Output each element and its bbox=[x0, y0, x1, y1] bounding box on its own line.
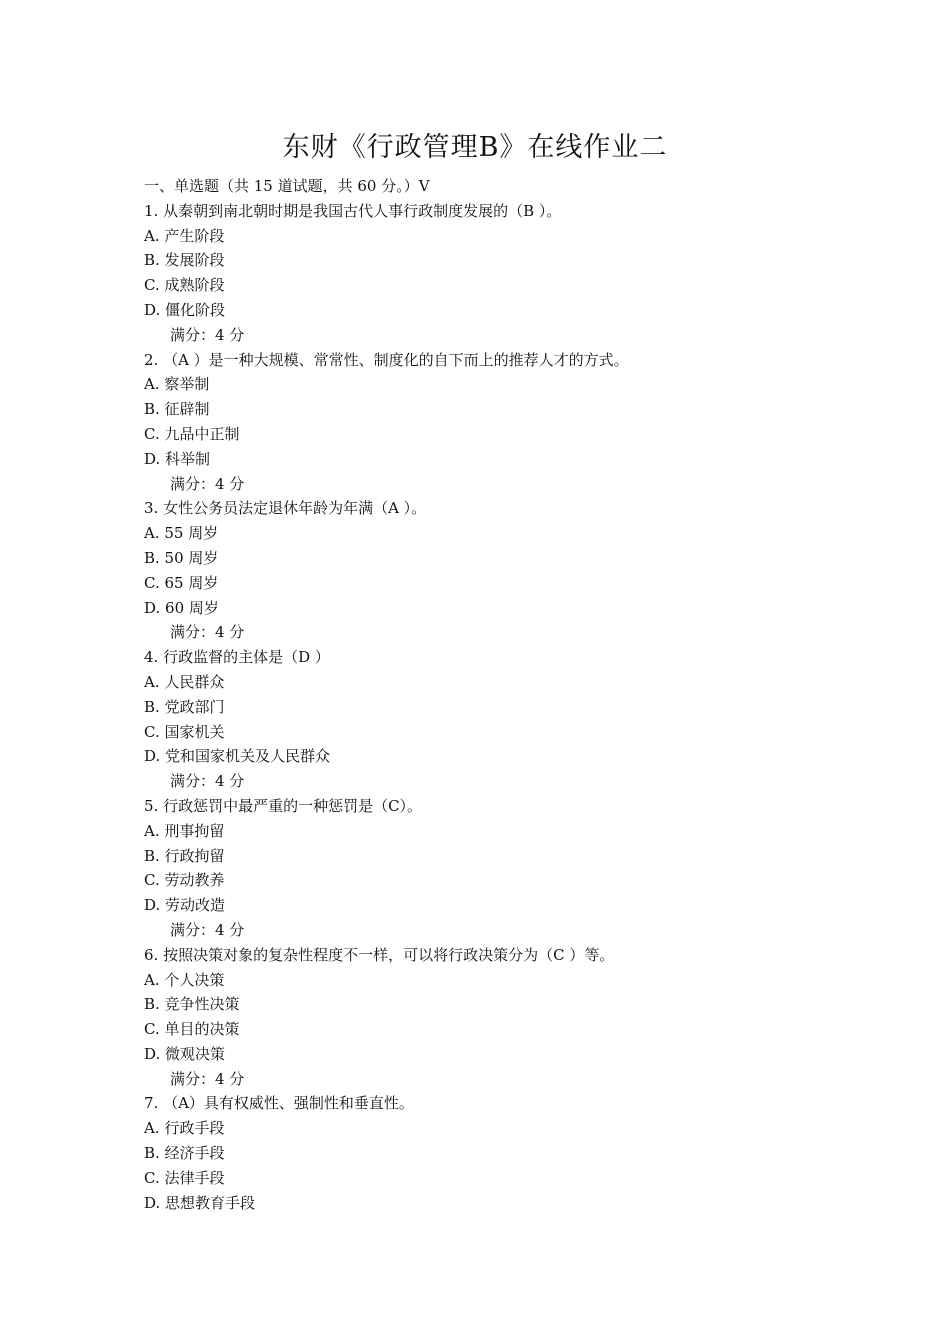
option: C. 劳动教养 bbox=[144, 871, 225, 890]
option: D. 60 周岁 bbox=[144, 598, 219, 617]
section-header: 一、单选题（共 15 道试题，共 60 分。）V bbox=[144, 177, 430, 195]
option: D. 僵化阶段 bbox=[144, 300, 226, 319]
option: A. 察举制 bbox=[144, 375, 210, 394]
question-stem: 7. （A）具有权威性、强制性和垂直性。 bbox=[144, 1094, 414, 1113]
option: B. 经济手段 bbox=[144, 1144, 225, 1163]
option: A. 行政手段 bbox=[144, 1119, 225, 1138]
option: A. 55 周岁 bbox=[144, 524, 219, 543]
option: D. 劳动改造 bbox=[144, 896, 226, 915]
question-score: 满分：4 分 bbox=[170, 623, 245, 642]
option: C. 成熟阶段 bbox=[144, 276, 225, 295]
option: B. 党政部门 bbox=[144, 697, 225, 716]
option: B. 竞争性决策 bbox=[144, 995, 240, 1014]
question-score: 满分：4 分 bbox=[170, 1069, 245, 1088]
option: C. 65 周岁 bbox=[144, 573, 219, 592]
option: A. 人民群众 bbox=[144, 672, 225, 691]
option: C. 法律手段 bbox=[144, 1168, 225, 1187]
option: D. 科举制 bbox=[144, 449, 211, 468]
option: B. 发展阶段 bbox=[144, 251, 225, 270]
option: A. 产生阶段 bbox=[144, 226, 225, 245]
option: B. 征辟制 bbox=[144, 400, 210, 419]
option: B. 50 周岁 bbox=[144, 548, 219, 567]
option: D. 微观决策 bbox=[144, 1044, 226, 1063]
question-score: 满分：4 分 bbox=[170, 772, 245, 791]
question-list bbox=[144, 174, 844, 1215]
question-stem: 3. 女性公务员法定退休年龄为年满（A ）。 bbox=[144, 499, 427, 518]
question-stem: 5. 行政惩罚中最严重的一种惩罚是（C）。 bbox=[144, 796, 423, 815]
question-stem: 2. （A ）是一种大规模、常常性、制度化的自下而上的推荐人才的方式。 bbox=[144, 350, 629, 369]
option: C. 单目的决策 bbox=[144, 1020, 240, 1039]
option: C. 国家机关 bbox=[144, 722, 225, 741]
question-stem: 4. 行政监督的主体是（D ） bbox=[144, 648, 330, 667]
option: D. 思想教育手段 bbox=[144, 1193, 256, 1212]
question-stem: 1. 从秦朝到南北朝时期是我国古代人事行政制度发展的（B ）。 bbox=[144, 201, 562, 220]
question-score: 满分：4 分 bbox=[170, 474, 245, 493]
page-title: 东财《行政管理B》在线作业二 bbox=[282, 132, 668, 163]
option: A. 个人决策 bbox=[144, 970, 225, 989]
question-stem: 6. 按照决策对象的复杂性程度不一样，可以将行政决策分为（C ）等。 bbox=[144, 945, 615, 964]
option: D. 党和国家机关及人民群众 bbox=[144, 747, 331, 766]
option: A. 刑事拘留 bbox=[144, 821, 225, 840]
option: B. 行政拘留 bbox=[144, 846, 225, 865]
question-score: 满分：4 分 bbox=[170, 920, 245, 939]
option: C. 九品中正制 bbox=[144, 424, 240, 443]
question-score: 满分：4 分 bbox=[170, 325, 245, 344]
